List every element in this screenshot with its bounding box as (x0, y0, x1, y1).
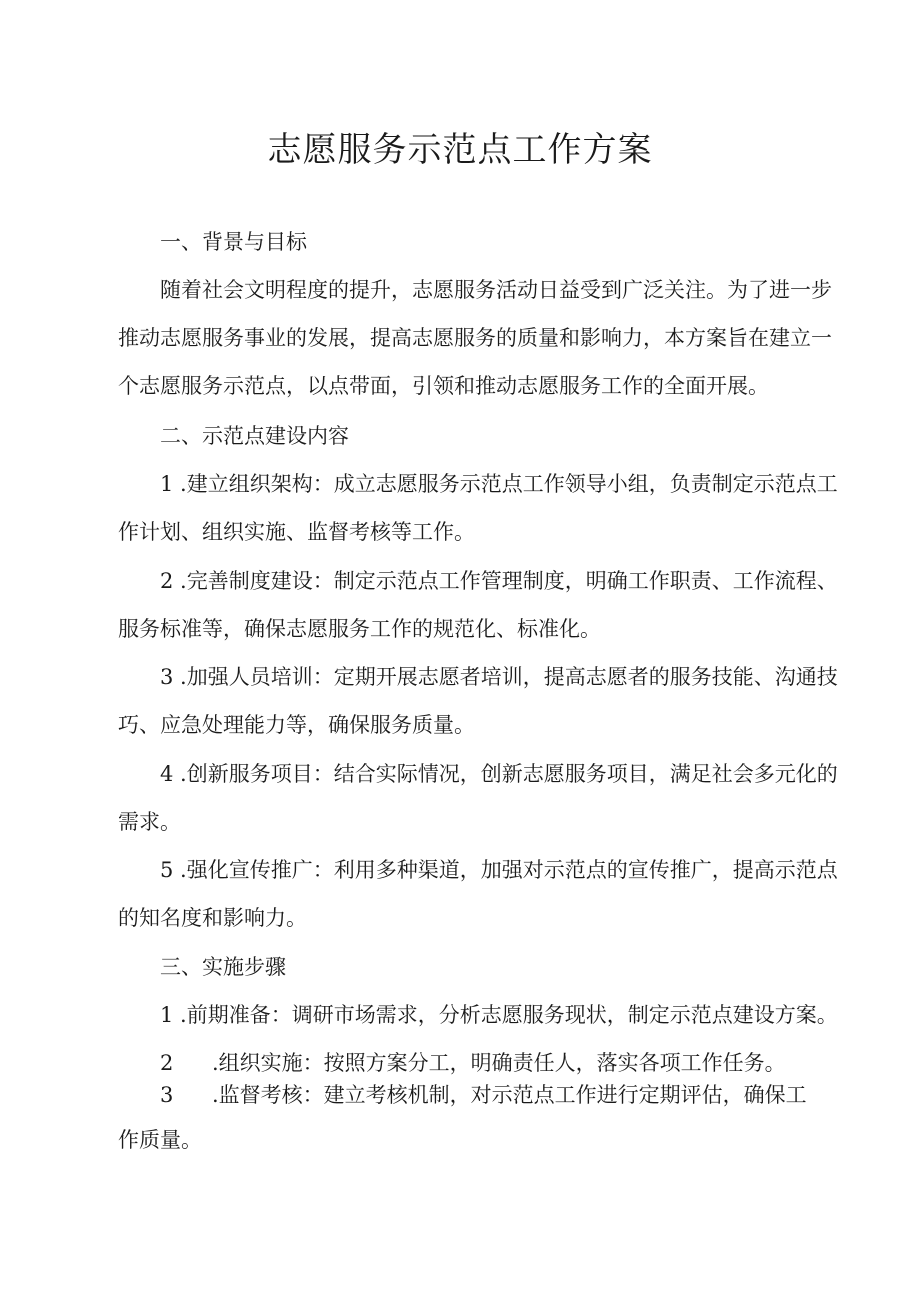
list-item-line: 的知名度和影响力。 (118, 906, 307, 930)
list-item-line: 作质量。 (118, 1128, 202, 1152)
section-heading-background: 一、背景与目标 (160, 230, 307, 254)
paragraph-line: 个志愿服务示范点，以点带面，引领和推动志愿服务工作的全面开展。 (118, 374, 769, 398)
list-item-line: 作计划、组织实施、监督考核等工作。 (118, 520, 475, 544)
list-item-line: 需求。 (118, 810, 181, 834)
list-item-line: 服务标准等，确保志愿服务工作的规范化、标准化。 (118, 617, 601, 641)
list-item-line: 1 .前期准备：调研市场需求，分析志愿服务现状，制定示范点建设方案。 (160, 1003, 838, 1027)
list-item-line: 3 .加强人员培训：定期开展志愿者培训，提高志愿者的服务技能、沟通技 (160, 665, 838, 689)
list-item-number: 2 (160, 1051, 174, 1075)
paragraph-line: 推动志愿服务事业的发展，提高志愿服务的质量和影响力，本方案旨在建立一 (118, 326, 832, 350)
list-item-number: 3 (160, 1083, 174, 1107)
document-title: 志愿服务示范点工作方案 (267, 130, 653, 170)
list-item-line: 巧、应急处理能力等，确保服务质量。 (118, 713, 475, 737)
paragraph-line: 随着社会文明程度的提升，志愿服务活动日益受到广泛关注。为了进一步 (160, 278, 832, 302)
list-item-line: 5 .强化宣传推广：利用多种渠道，加强对示范点的宣传推广，提高示范点 (160, 858, 838, 882)
list-item-line: 4 .创新服务项目：结合实际情况，创新志愿服务项目，满足社会多元化的 (160, 762, 838, 786)
section-heading-content: 二、示范点建设内容 (160, 424, 349, 448)
list-item-line: .组织实施：按照方案分工，明确责任人，落实各项工作任务。 (212, 1051, 786, 1075)
list-item-line: .监督考核：建立考核机制，对示范点工作进行定期评估，确保工 (212, 1083, 807, 1107)
section-heading-steps: 三、实施步骤 (160, 955, 286, 979)
list-item-line: 1 .建立组织架构：成立志愿服务示范点工作领导小组，负责制定示范点工 (160, 472, 838, 496)
list-item-line: 2 .完善制度建设：制定示范点工作管理制度，明确工作职责、工作流程、 (160, 569, 838, 593)
